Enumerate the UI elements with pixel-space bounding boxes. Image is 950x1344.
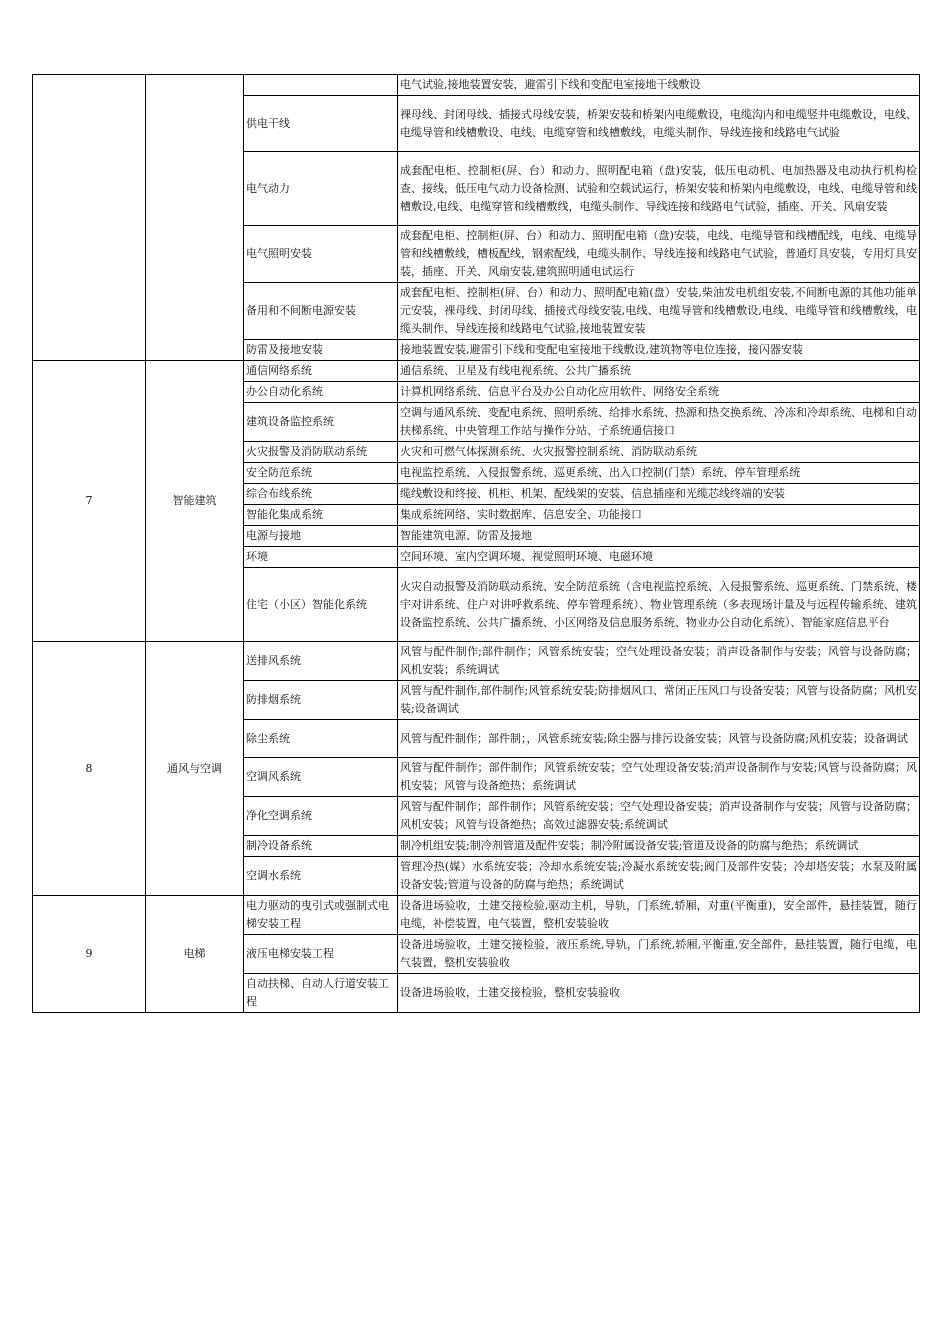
subitem-list: 火灾自动报警及消防联动系统、安全防范系统（含电视监控系统、入侵报警系统、巡更系统、门禁系统、楼宇对讲系统、住户对讲呼救系统、停车管理系统）、物业管理系统（多表现场计量及与远程传输系统、建筑设备监控系统、公共广播系统、小区网络及信息服务系统、物业办公自动化系统）、智能家庭信息平台 (398, 568, 920, 642)
subitem-list: 空间环境、室内空调环境、视觉照明环境、电磁环境 (398, 547, 920, 568)
table-row (33, 75, 920, 96)
division-name: 智能建筑 (146, 361, 244, 642)
subdivision-name: 自动扶梯、自动人行道安装工程 (244, 974, 398, 1013)
subitem-list: 风管与配件制作,部件制作;风管系统安装;防排烟风口、常闭正压风口与设备安装；风管与设备防腐；风机安装;设备调试 (398, 681, 920, 720)
item-number: 7 (33, 361, 146, 642)
subdivision-name: 住宅（小区）智能化系统 (244, 568, 398, 642)
subitem-list: 成套配电柜、控制柜(屏、台）和动力、照明配电箱（盘)安装，低压电动机、电加热器及电动执行机构检查、接线，低压电气动力设备检测、试验和空载试运行，桥架安装和桥架内电缆敷设，电线、电缆导管和线槽敷设,电线、电缆穿管和线槽敷线，电缆头制作、导线连接和线路电气试验，插座、开关、风扇安装 (398, 152, 920, 226)
subdivision-name: 电气照明安装 (244, 226, 398, 283)
subitem-list: 计算机网络系统、信息平台及办公自动化应用软件、网络安全系统 (398, 382, 920, 403)
subitem-list: 风管与配件制作;部件制作；风管系统安装；空气处理设备安装；消声设备制作与安装；风管与设备防腐；风机安装；系统调试 (398, 642, 920, 681)
subitem-list: 火灾和可燃气体探测系统、火灾报警控制系统、消防联动系统 (398, 442, 920, 463)
subdivision-name: 智能化集成系统 (244, 505, 398, 526)
subitem-list: 风管与配件制作；部件制作；风管系统安装；空气处理设备安装；消声设备制作与安装；风管与设备防腐；风机安装；风管与设备绝热；高效过滤器安装;系统调试 (398, 797, 920, 836)
division-name: 通风与空调 (146, 642, 244, 896)
subitem-list: 接地装置安装,避雷引下线和变配电室接地干线敷设,建筑物等电位连接，接闪器安装 (398, 340, 920, 361)
subdivision-name (244, 75, 398, 96)
subitem-list: 设备进场验收，土建交接检验，液压系统,导轨，门系统,轿厢,平衡重,安全部件，悬挂装置，随行电缆，电气装置，整机安装验收 (398, 935, 920, 974)
subdivision-name: 制冷设备系统 (244, 836, 398, 857)
subdivision-name: 除尘系统 (244, 720, 398, 758)
table-row (33, 361, 920, 382)
subitem-list: 风管与配件制作；部件制；，风管系统安装;除尘器与排污设备安装；风管与设备防腐;风机安装；设备调试 (398, 720, 920, 758)
subitem-list: 空调与通风系统、变配电系统、照明系统、给排水系统、热源和热交换系统、冷冻和冷却系统、电梯和自动扶梯系统、中央管理工作站与操作分站、子系统通信接口 (398, 403, 920, 442)
subdivision-name: 备用和不间断电源安装 (244, 283, 398, 340)
subitem-list: 制冷机组安装;制冷剂管道及配件安装；制冷附属设备安装;管道及设备的防腐与绝热；系统调试 (398, 836, 920, 857)
item-number: 9 (33, 896, 146, 1013)
subdivision-name: 电力驱动的曳引式或强制式电梯安装工程 (244, 896, 398, 935)
subdivision-name: 净化空调系统 (244, 797, 398, 836)
subdivision-name: 环境 (244, 547, 398, 568)
division-name: 电梯 (146, 896, 244, 1013)
subitem-list: 设备进场验收，土建交接检验，整机安装验收 (398, 974, 920, 1013)
subitem-list: 裸母线、封闭母线、插接式母线安装，桥架安装和桥架内电缆敷设，电缆沟内和电缆竖井电缆敷设，电线、电缆导管和线槽敷设、电线、电缆穿管和线槽敷线，电缆头制作、导线连接和线路电气试验 (398, 96, 920, 152)
division-name (146, 75, 244, 361)
table-row (33, 896, 920, 935)
division-table (32, 74, 920, 1013)
subitem-list: 设备进场验收，土建交接检验,驱动主机，导轨，门系统,轿厢，对重(平衡重)，安全部件，悬挂装置，随行电缆，补偿装置，电气装置，整机安装验收 (398, 896, 920, 935)
document-page (32, 74, 919, 1013)
subitem-list: 管理冷热(媒）水系统安装；冷却水系统安装;冷凝水系统安装;阀门及部件安装；冷却塔安装；水泵及附属设备安装;管道与设备的防腐与绝热；系统调试 (398, 857, 920, 896)
subdivision-name: 供电干线 (244, 96, 398, 152)
subdivision-name: 送排风系统 (244, 642, 398, 681)
subdivision-name: 通信网络系统 (244, 361, 398, 382)
subitem-list: 电气试验,接地装置安装，避雷引下线和变配电室接地干线敷设 (398, 75, 920, 96)
subdivision-name: 液压电梯安装工程 (244, 935, 398, 974)
subdivision-name: 空调水系统 (244, 857, 398, 896)
subitem-list: 通信系统、卫星及有线电视系统、公共广播系统 (398, 361, 920, 382)
table-row (33, 642, 920, 681)
subitem-list: 电视监控系统、入侵报警系统、巡更系统、出入口控制(门禁）系统、停车管理系统 (398, 463, 920, 484)
subitem-list: 风管与配件制作；部件制作；风管系统安装；空气处理设备安装;消声设备制作与安装;风管与设备防腐；风机安装；风管与设备绝热；系统调试 (398, 758, 920, 797)
subdivision-name: 防排烟系统 (244, 681, 398, 720)
item-number (33, 75, 146, 361)
subdivision-name: 电气动力 (244, 152, 398, 226)
subitem-list: 集成系统网络、实时数据库、信息安全、功能接口 (398, 505, 920, 526)
subdivision-name: 综合布线系统 (244, 484, 398, 505)
item-number: 8 (33, 642, 146, 896)
subitem-list: 智能建筑电源、防雷及接地 (398, 526, 920, 547)
subdivision-name: 建筑设备监控系统 (244, 403, 398, 442)
subitem-list: 成套配电柜、控制柜(屏、台）和动力、照明配电箱(盘）安装,柴油发电机组安装,不间断电源的其他功能单元安装，裸母线、封闭母线、插接式母线安装,电线、电缆导管和线槽敷设,电线、电缆导管和线槽敷线，电缆头制作、导线连接和线路电气试验,接地装置安装 (398, 283, 920, 340)
subdivision-name: 空调风系统 (244, 758, 398, 797)
subdivision-name: 火灾报警及消防联动系统 (244, 442, 398, 463)
subdivision-name: 电源与接地 (244, 526, 398, 547)
subdivision-name: 办公自动化系统 (244, 382, 398, 403)
subitem-list: 成套配电柜、控制柜(屏、台）和动力、照明配电箱（盘)安装，电线、电缆导管和线槽配线，电线、电缆导管和线槽敷线，槽板配线，钢索配线，电缆头制作、导线连接和线路电气试验，普通灯具安装，专用灯具安装，插座、开关、风扇安装,建筑照明通电试运行 (398, 226, 920, 283)
subdivision-name: 安全防范系统 (244, 463, 398, 484)
subdivision-name: 防雷及接地安装 (244, 340, 398, 361)
subitem-list: 缆线敷设和终接、机柜、机架、配线架的安装、信息插座和光缆芯线终端的安装 (398, 484, 920, 505)
